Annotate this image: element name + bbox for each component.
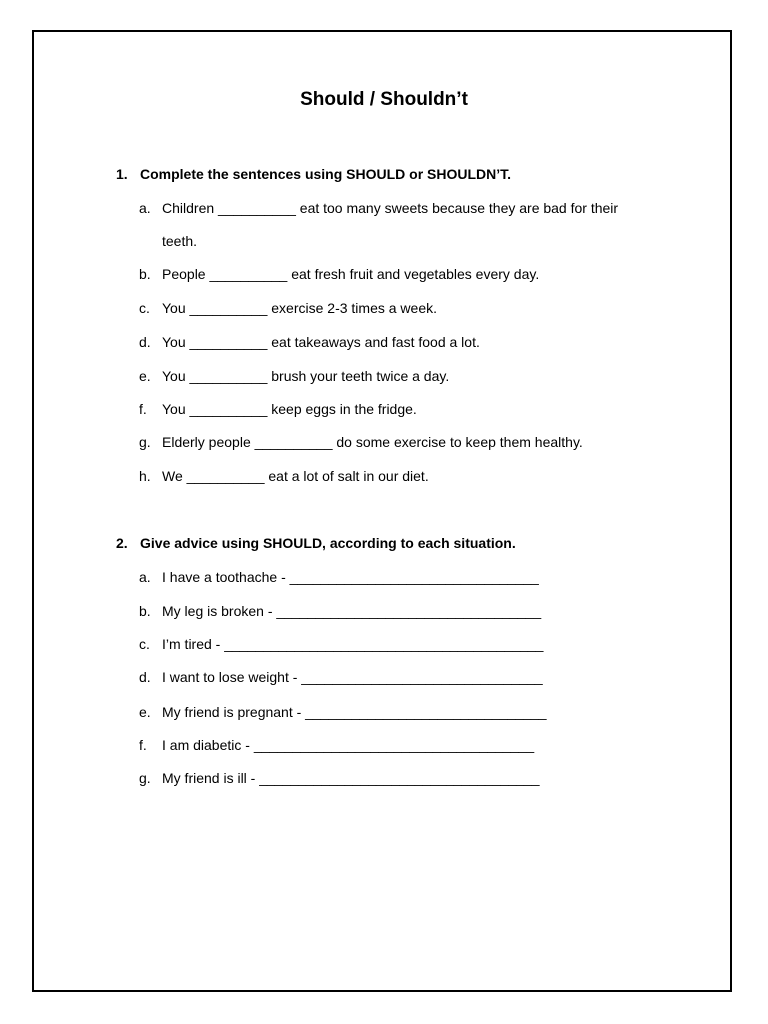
- section-2-heading: [116, 534, 516, 552]
- item-text: You __________ eat takeaways and fast food a lot.: [162, 334, 480, 350]
- section-2-item-b: [139, 602, 541, 620]
- item-text: You __________ brush your teeth twice a day.: [162, 368, 450, 384]
- item-text: Children __________ eat too many sweets because they are bad for their: [162, 200, 619, 216]
- item-letter: e.: [139, 368, 151, 384]
- section-1-item-g: [139, 433, 583, 451]
- section-2-instruction: Give advice using SHOULD, according to each situation.: [140, 535, 516, 551]
- item-letter: d.: [139, 669, 151, 685]
- section-1-item-e: [139, 367, 449, 385]
- item-letter: f.: [139, 401, 147, 417]
- section-2-item-d: [139, 668, 543, 686]
- item-text: My friend is ill - ____________________________________: [162, 770, 540, 786]
- section-2-number: 2.: [116, 535, 128, 551]
- section-2-item-g: [139, 769, 540, 787]
- section-1-item-b: [139, 265, 539, 283]
- section-1-number: 1.: [116, 166, 128, 182]
- item-text: I have a toothache - ________________________________: [162, 569, 539, 585]
- section-1-item-d: [139, 333, 480, 351]
- item-letter: c.: [139, 300, 150, 316]
- item-text: You __________ keep eggs in the fridge.: [162, 401, 417, 417]
- item-text: Elderly people __________ do some exercise to keep them healthy.: [162, 434, 583, 450]
- item-text: People __________ eat fresh fruit and vegetables every day.: [162, 266, 540, 282]
- section-2-item-c: [139, 635, 543, 653]
- section-2-item-f: [139, 736, 534, 754]
- worksheet-title: Should / Shouldn’t: [300, 89, 468, 110]
- section-1-item-h: [139, 467, 429, 485]
- section-1-heading: [116, 165, 511, 183]
- section-2-item-a: [139, 568, 539, 586]
- section-1-instruction: Complete the sentences using SHOULD or SHOULDN’T.: [140, 166, 512, 182]
- item-letter: h.: [139, 468, 151, 484]
- item-text: I want to lose weight - _______________________________: [162, 669, 543, 685]
- item-text: My leg is broken - __________________________________: [162, 603, 542, 619]
- item-letter: f.: [139, 737, 147, 753]
- item-text: I am diabetic - ____________________________________: [162, 737, 535, 753]
- section-2-item-e: [139, 703, 547, 721]
- section-1-item-a: [139, 199, 618, 217]
- item-letter: d.: [139, 334, 151, 350]
- section-1-item-c: [139, 299, 437, 317]
- item-letter: g.: [139, 770, 151, 786]
- item-letter: g.: [139, 434, 151, 450]
- item-text: We __________ eat a lot of salt in our diet.: [162, 468, 429, 484]
- item-letter: c.: [139, 636, 150, 652]
- item-letter: b.: [139, 603, 151, 619]
- section-1-item-f: [139, 400, 417, 418]
- item-letter: e.: [139, 704, 151, 720]
- item-letter: b.: [139, 266, 151, 282]
- item-letter: a.: [139, 569, 151, 585]
- item-text: I’m tired - _________________________________________: [162, 636, 544, 652]
- item-letter: a.: [139, 200, 151, 216]
- item-text: My friend is pregnant - _______________________________: [162, 704, 547, 720]
- item-text: You __________ exercise 2-3 times a week.: [162, 300, 437, 316]
- section-1-item-a-continuation: teeth.: [162, 233, 198, 249]
